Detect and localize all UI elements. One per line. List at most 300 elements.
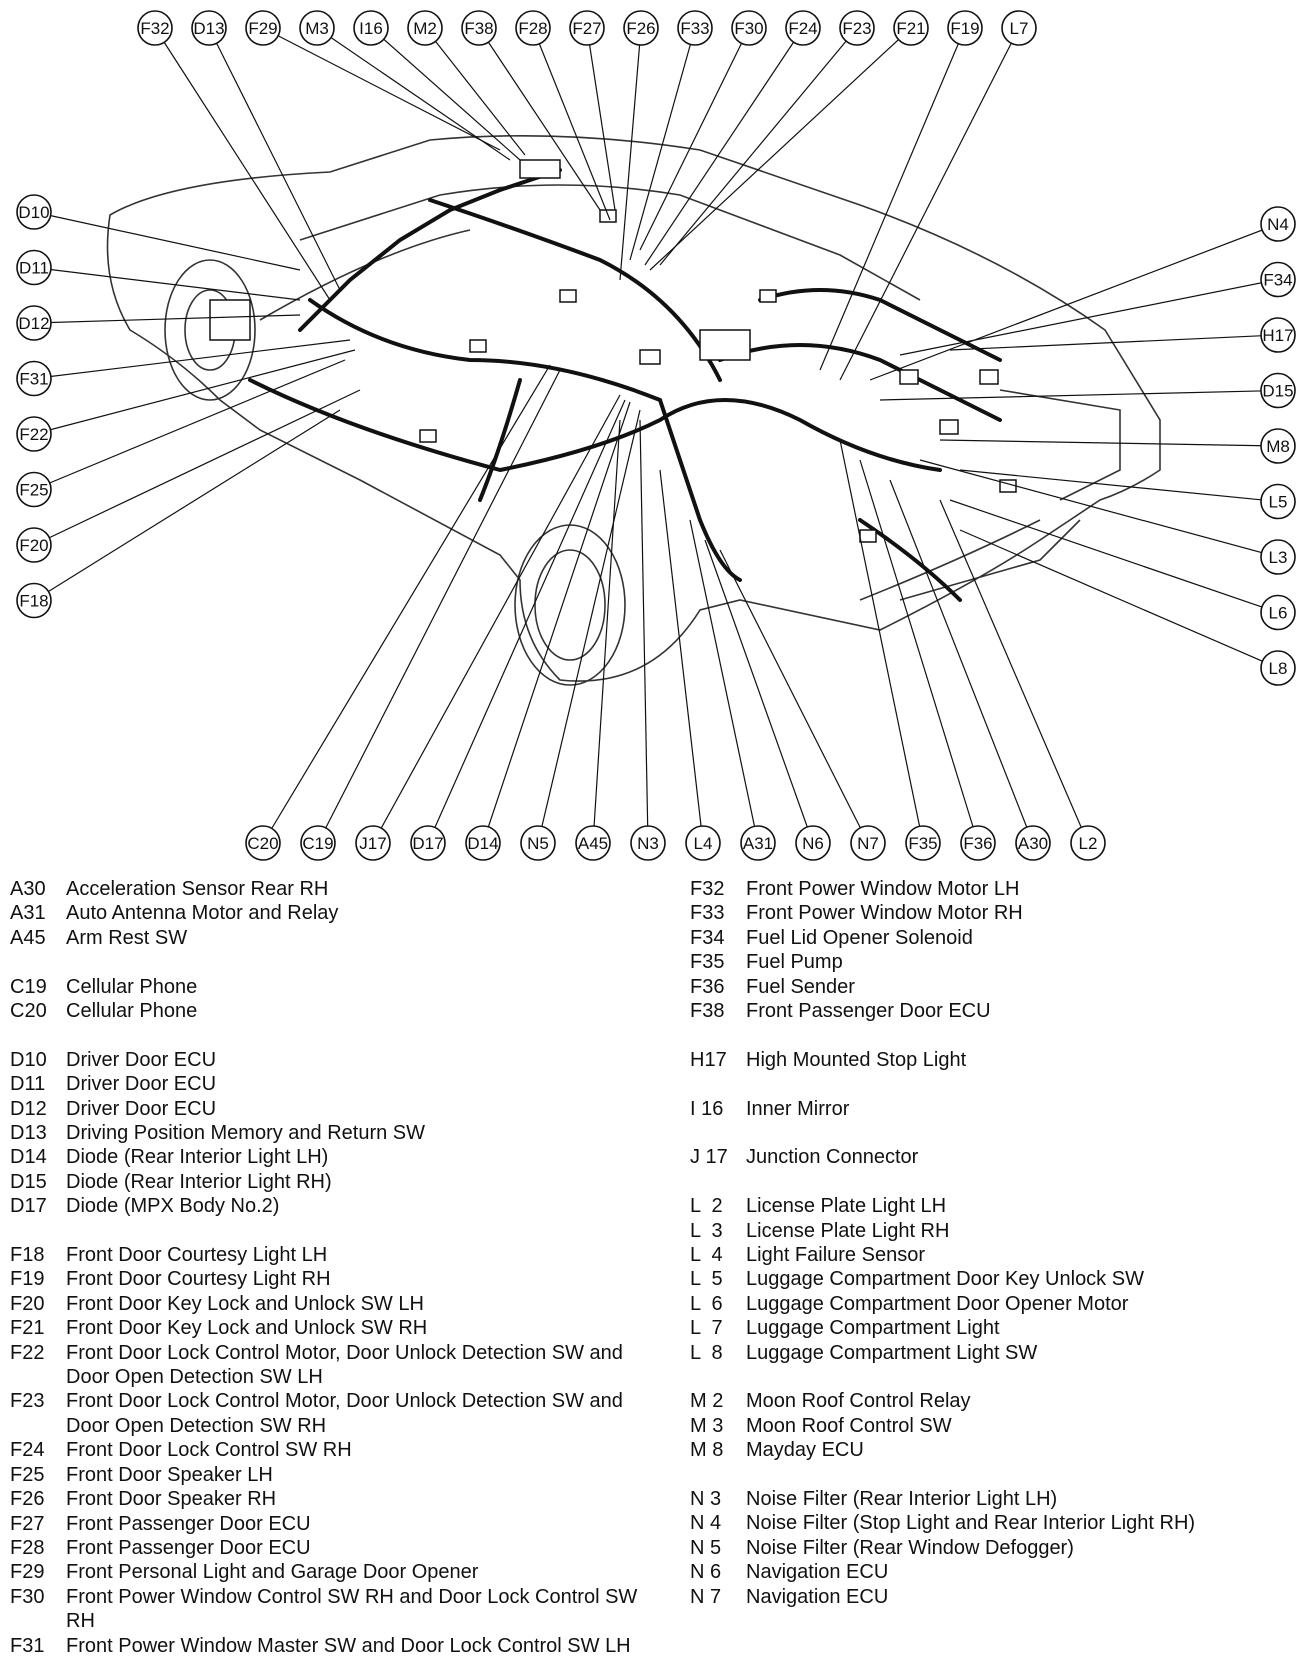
callout-f35: [906, 826, 940, 860]
callout-n5: [521, 826, 555, 860]
wire-harness: [250, 170, 1000, 600]
legend-row: [10, 1585, 670, 1634]
callout-m8: [1261, 429, 1295, 463]
legend-description: Acceleration Sensor Rear RH: [66, 878, 329, 900]
legend-description: Noise Filter (Rear Interior Light LH): [746, 1488, 1058, 1511]
legend-row: [690, 1341, 1300, 1365]
callout-n7: [851, 826, 885, 860]
callout-label: I16: [359, 19, 383, 38]
callout-label: D11: [19, 258, 49, 278]
legend-row: [10, 1292, 670, 1316]
legend-row: [690, 1267, 1300, 1291]
legend-description: License Plate Light LH: [746, 1195, 947, 1218]
legend-row: [690, 1145, 1300, 1169]
leader-line-d17: [428, 400, 625, 843]
callout-l7: [1002, 11, 1036, 45]
legend-row: [10, 877, 670, 901]
legend-row: [10, 1097, 670, 1121]
legend-description: Front Door Key Lock and Unlock SW LH: [66, 1292, 424, 1315]
callout-l2: [1071, 826, 1105, 860]
legend-row: [10, 999, 670, 1023]
callout-f21: [894, 11, 928, 45]
legend-code: D14: [10, 1146, 47, 1169]
leader-line-d10: [34, 212, 300, 270]
callout-label: F24: [788, 19, 818, 38]
legend-row: [10, 1121, 670, 1145]
legend-code: M 8: [690, 1439, 724, 1462]
legend-code: F26: [10, 1488, 45, 1511]
leader-line-n7: [720, 550, 868, 843]
callout-f26: [624, 11, 658, 45]
callout-label: F35: [908, 834, 938, 853]
car-outline: [108, 136, 1161, 685]
leader-line-d12: [34, 315, 300, 323]
legend-description: Front Door Lock Control SW RH: [66, 1439, 352, 1462]
leader-line-f29: [263, 28, 500, 150]
callout-label: F21: [896, 19, 926, 38]
leader-line-f24: [645, 28, 803, 265]
callout-d14: [466, 826, 500, 860]
leader-line-h17: [950, 335, 1278, 350]
legend-row: [690, 1292, 1300, 1316]
legend-description: Front Door Courtesy Light RH: [66, 1268, 331, 1291]
legend-row: [690, 1194, 1300, 1218]
callout-m2: [408, 11, 442, 45]
legend-description: Front Passenger Door ECU: [66, 1512, 311, 1535]
leader-line-d11: [34, 268, 300, 301]
callout-f29: [246, 11, 280, 45]
callout-label: A30: [1017, 834, 1049, 853]
legend-code: N 4: [690, 1512, 722, 1535]
callout-label: L7: [1009, 19, 1029, 38]
leader-line-m8: [940, 440, 1278, 446]
legend-code: N 5: [690, 1536, 722, 1559]
legend-code: F24: [10, 1439, 45, 1462]
callout-label: D12: [18, 314, 50, 333]
legend-code: L 7: [690, 1317, 723, 1340]
callout-f22: [17, 417, 51, 451]
legend-description: Fuel Pump: [746, 951, 843, 974]
legend-row: [10, 901, 670, 925]
callout-f19: [948, 11, 982, 45]
legend-code: F18: [10, 1244, 45, 1267]
callout-a45: [576, 826, 610, 860]
legend-description: Front Door Key Lock and Unlock SW RH: [66, 1317, 428, 1340]
leader-line-f35: [840, 440, 923, 843]
legend-row: [690, 1389, 1300, 1413]
legend-code: A30: [10, 878, 46, 900]
callout-l6: [1261, 596, 1295, 630]
leader-line-l4: [660, 470, 703, 843]
legend-gap: [10, 950, 670, 974]
callout-label: N3: [637, 834, 659, 853]
callout-d10: [17, 195, 51, 229]
legend-right-column: [690, 877, 1300, 1609]
callout-a31: [741, 826, 775, 860]
legend-code: I 16: [690, 1097, 724, 1120]
callout-label: M2: [413, 19, 437, 38]
leader-line-f27: [587, 28, 615, 210]
legend-code: F27: [10, 1512, 45, 1535]
legend-row: [690, 999, 1300, 1023]
callout-label: F18: [19, 591, 49, 611]
legend-code: F36: [690, 975, 725, 998]
callout-label: L5: [1268, 492, 1288, 512]
legend-description: Front Door Courtesy Light LH: [66, 1244, 328, 1267]
legend-row: [10, 1194, 670, 1218]
legend-row: [10, 1072, 670, 1096]
legend-description: Navigation ECU: [746, 1585, 889, 1608]
callout-f32: [138, 11, 172, 45]
leader-line-f18: [34, 410, 340, 601]
legend-description: Front Power Window Control SW RH and Door Lock Control SW RH: [66, 1585, 638, 1633]
leader-line-n6: [705, 540, 813, 843]
legend-code: C19: [10, 975, 47, 998]
leader-line-n4: [870, 224, 1278, 380]
callout-a30: [1016, 826, 1050, 860]
callout-label: F38: [464, 19, 494, 38]
leader-line-l6: [950, 500, 1278, 613]
callout-label: F28: [518, 19, 548, 38]
callout-label: N7: [857, 834, 879, 853]
legend-description: Driving Position Memory and Return SW: [66, 1122, 426, 1145]
callout-label: A31: [742, 834, 774, 853]
legend-row: [10, 1463, 670, 1487]
legend-row: [690, 1316, 1300, 1340]
legend-description: Front Personal Light and Garage Door Opener: [66, 1561, 479, 1584]
legend-gap: [690, 1365, 1300, 1389]
legend-code: D11: [10, 1073, 46, 1096]
leader-line-n5: [538, 410, 640, 843]
legend-code: L 4: [690, 1244, 723, 1267]
callout-f33: [678, 11, 712, 45]
leader-line-f25: [34, 360, 345, 490]
legend-code: D17: [10, 1195, 47, 1218]
leader-lines: [34, 28, 1278, 843]
callout-f18: [17, 584, 51, 618]
legend-row: [10, 1536, 670, 1560]
callout-f36: [961, 826, 995, 860]
callout-m3: [300, 11, 334, 45]
legend-description: Cellular Phone: [66, 975, 198, 998]
legend-description: Front Door Speaker RH: [66, 1488, 277, 1511]
legend-description: Luggage Compartment Light SW: [746, 1341, 1038, 1364]
callout-l5: [1261, 485, 1295, 519]
legend-code: D10: [10, 1048, 47, 1071]
legend-code: J 17: [690, 1146, 728, 1169]
leader-line-f33: [630, 28, 695, 260]
legend-description: Front Door Speaker LH: [66, 1463, 273, 1486]
callout-l3: [1261, 540, 1295, 574]
legend-row: [690, 1560, 1300, 1584]
legend-code: M 2: [690, 1390, 724, 1413]
callout-f34: [1261, 263, 1295, 297]
legend-gap: [690, 1463, 1300, 1487]
legend-code: L 5: [690, 1268, 723, 1291]
callout-d13: [192, 11, 226, 45]
legend-code: M 3: [690, 1414, 724, 1437]
callout-label: D14: [467, 834, 499, 853]
legend-row: [10, 1560, 670, 1584]
callout-label: M8: [1266, 437, 1290, 456]
legend-gap: [690, 1170, 1300, 1194]
leader-line-f30: [640, 28, 749, 250]
legend-description: Junction Connector: [746, 1146, 919, 1169]
legend-code: N 6: [690, 1561, 722, 1584]
leader-line-l8: [960, 530, 1278, 668]
legend-code: F35: [690, 951, 725, 974]
callout-f27: [570, 11, 604, 45]
callout-label: F20: [19, 536, 49, 555]
callout-label: J17: [359, 834, 387, 853]
legend-row: [690, 1048, 1300, 1072]
legend-gap: [690, 1072, 1300, 1096]
callout-label: D17: [412, 834, 444, 853]
callout-f30: [732, 11, 766, 45]
legend-description: Front Power Window Motor LH: [746, 878, 1020, 900]
legend-code: L 3: [690, 1219, 723, 1242]
callout-label: C20: [247, 834, 279, 853]
legend-code: F31: [10, 1634, 45, 1657]
callout-label: L6: [1268, 603, 1288, 623]
legend-description: Luggage Compartment Door Key Unlock SW: [746, 1268, 1144, 1291]
leader-line-f20: [34, 390, 360, 545]
legend-code: A45: [10, 926, 46, 949]
legend-description: Moon Roof Control Relay: [746, 1390, 971, 1413]
legend-code: F22: [10, 1341, 45, 1364]
legend-description: Noise Filter (Stop Light and Rear Interior Light RH): [746, 1512, 1196, 1535]
leader-line-c19: [318, 370, 560, 843]
legend-description: Diode (Rear Interior Light RH): [66, 1170, 332, 1193]
callout-n3: [631, 826, 665, 860]
callout-l8: [1261, 651, 1295, 685]
callout-j17: [356, 826, 390, 860]
legend-description: Cellular Phone: [66, 1000, 198, 1023]
callout-label: F19: [950, 19, 980, 38]
leader-line-l7: [840, 28, 1019, 380]
legend-code: F19: [10, 1268, 45, 1291]
legend-row: [10, 975, 670, 999]
callout-label: D10: [18, 203, 50, 222]
callout-f31: [17, 362, 51, 396]
leader-line-f31: [34, 340, 350, 379]
legend-code: N 3: [690, 1488, 722, 1511]
callout-i16: [354, 11, 388, 45]
legend-description: Light Failure Sensor: [746, 1244, 925, 1267]
legend-gap: [690, 1023, 1300, 1047]
legend-row: [10, 1487, 670, 1511]
legend-description: Luggage Compartment Door Opener Motor: [746, 1292, 1129, 1315]
legend-description: Front Power Window Motor RH: [746, 902, 1023, 925]
callout-f20: [17, 528, 51, 562]
legend-code: L 6: [690, 1292, 723, 1315]
leader-line-f28: [533, 28, 610, 220]
legend-code: D12: [10, 1097, 47, 1120]
legend-row: [690, 1487, 1300, 1511]
callout-label: C19: [302, 834, 334, 853]
callout-label: F31: [19, 369, 49, 389]
legend-row: [690, 1511, 1300, 1535]
callout-h17: [1261, 318, 1295, 352]
legend-row: [10, 1341, 670, 1390]
callout-label: M3: [305, 19, 329, 38]
legend-code: F29: [10, 1561, 45, 1584]
legend-code: F23: [10, 1390, 45, 1413]
callout-d17: [411, 826, 445, 860]
legend-code: L 8: [690, 1341, 723, 1364]
callout-label: F33: [680, 19, 710, 38]
legend-code: F20: [10, 1292, 45, 1315]
legend-description: Driver Door ECU: [66, 1097, 217, 1120]
callout-c20: [246, 826, 280, 860]
leader-line-a45: [593, 420, 620, 843]
callout-label: F36: [963, 834, 993, 853]
legend-description: Diode (MPX Body No.2): [66, 1195, 280, 1218]
callout-label: F22: [19, 425, 49, 444]
legend-code: N 7: [690, 1585, 722, 1608]
callout-label: L2: [1078, 834, 1098, 853]
legend-description: Arm Rest SW: [66, 926, 188, 949]
callout-label: D15: [1262, 381, 1294, 401]
callout-label: F26: [626, 19, 656, 38]
callout-label: A45: [577, 834, 609, 853]
legend-row: [10, 1243, 670, 1267]
legend-description: Front Door Lock Control Motor, Door Unlock Detection SW and Door Open Detection SW RH: [66, 1390, 623, 1437]
legend-row: [690, 1243, 1300, 1267]
legend-row: [690, 1097, 1300, 1121]
leader-line-m3: [317, 28, 510, 160]
legend-description: High Mounted Stop Light: [746, 1048, 967, 1071]
legend-row: [10, 1316, 670, 1340]
callout-d11: [17, 251, 51, 285]
legend-code: F30: [10, 1585, 45, 1608]
leader-line-j17: [373, 395, 620, 843]
legend-code: F25: [10, 1463, 45, 1486]
legend-code: F21: [10, 1317, 45, 1340]
legend-description: Front Passenger Door ECU: [746, 1000, 991, 1023]
callout-label: F23: [842, 19, 872, 38]
callout-f38: [462, 11, 496, 45]
legend-description: Mayday ECU: [746, 1439, 864, 1462]
legend-gap: [10, 1219, 670, 1243]
legend-row: [690, 1585, 1300, 1609]
callout-label: F30: [734, 19, 764, 38]
callout-n6: [796, 826, 830, 860]
legend-description: Front Passenger Door ECU: [66, 1536, 311, 1559]
leader-line-i16: [371, 28, 520, 160]
legend-description: License Plate Light RH: [746, 1219, 950, 1242]
legend-row: [690, 1219, 1300, 1243]
callout-label: L4: [693, 834, 713, 853]
callout-label: L8: [1268, 659, 1288, 678]
legend-row: [10, 1145, 670, 1169]
legend-description: Fuel Lid Opener Solenoid: [746, 926, 973, 949]
legend-row: [690, 877, 1300, 901]
legend-row: [10, 1389, 670, 1438]
callout-f25: [17, 473, 51, 507]
legend-left-column: [10, 877, 670, 1658]
callout-label: F27: [572, 19, 602, 38]
legend-description: Driver Door ECU: [66, 1073, 217, 1096]
legend-row: [10, 1438, 670, 1462]
callout-label: N5: [527, 834, 549, 853]
legend-description: Moon Roof Control SW: [746, 1414, 952, 1437]
callout-label: F25: [19, 480, 49, 500]
legend-code: A31: [10, 902, 46, 925]
leader-line-f23: [660, 28, 857, 265]
legend-row: [10, 1267, 670, 1291]
callout-label: N6: [802, 834, 824, 853]
legend-row: [690, 1438, 1300, 1462]
leader-line-n3: [640, 420, 648, 843]
leader-line-f32: [155, 28, 330, 300]
callout-l4: [686, 826, 720, 860]
legend-code: L 2: [690, 1195, 723, 1218]
legend-code: F32: [690, 878, 725, 900]
legend-description: Navigation ECU: [746, 1561, 889, 1584]
callout-label: N4: [1267, 215, 1289, 234]
legend-row: [10, 926, 670, 950]
legend-row: [690, 926, 1300, 950]
callout-label: F29: [248, 19, 278, 38]
legend-code: F34: [690, 926, 725, 949]
legend-row: [690, 1536, 1300, 1560]
legend-gap: [690, 1121, 1300, 1145]
legend-description: Front Power Window Master SW and Door Lock Control SW LH: [66, 1634, 631, 1657]
callout-d12: [17, 306, 51, 340]
legend-description: Driver Door ECU: [66, 1048, 217, 1071]
callout-n4: [1261, 207, 1295, 241]
callout-label: L3: [1268, 548, 1288, 567]
legend-description: Auto Antenna Motor and Relay: [66, 902, 339, 925]
legend-code: F38: [690, 1000, 725, 1023]
callout-label: F32: [140, 19, 170, 38]
leader-line-f36: [860, 460, 978, 843]
callout-label: H17: [1262, 326, 1294, 345]
legend-code: D15: [10, 1170, 47, 1193]
legend-row: [10, 1634, 670, 1658]
callout-f28: [516, 11, 550, 45]
legend-row: [690, 950, 1300, 974]
callout-c19: [301, 826, 335, 860]
legend-row: [690, 1414, 1300, 1438]
legend-row: [690, 901, 1300, 925]
legend-description: Luggage Compartment Light: [746, 1317, 1000, 1340]
leader-line-d13: [209, 28, 340, 290]
legend-row: [690, 975, 1300, 999]
legend-code: H17: [690, 1048, 727, 1071]
callout-label: D13: [193, 19, 225, 38]
legend-row: [10, 1170, 670, 1194]
legend-code: F33: [690, 902, 725, 925]
legend-row: [10, 1512, 670, 1536]
callout-f24: [786, 11, 820, 45]
legend-code: D13: [10, 1122, 47, 1145]
legend-row: [10, 1048, 670, 1072]
callout-d15: [1261, 374, 1295, 408]
legend-gap: [10, 1023, 670, 1047]
legend-description: Noise Filter (Rear Window Defogger): [746, 1536, 1074, 1559]
callout-bubbles: [17, 11, 1295, 860]
legend-description: Diode (Rear Interior Light LH): [66, 1146, 329, 1169]
leader-line-f26: [620, 28, 641, 280]
legend-code: C20: [10, 1000, 47, 1023]
legend-description: Fuel Sender: [746, 975, 855, 998]
callout-f23: [840, 11, 874, 45]
callout-label: F34: [1263, 270, 1293, 290]
legend-description: Front Door Lock Control Motor, Door Unlock Detection SW and Door Open Detection SW LH: [66, 1341, 623, 1389]
legend-description: Inner Mirror: [746, 1097, 850, 1120]
